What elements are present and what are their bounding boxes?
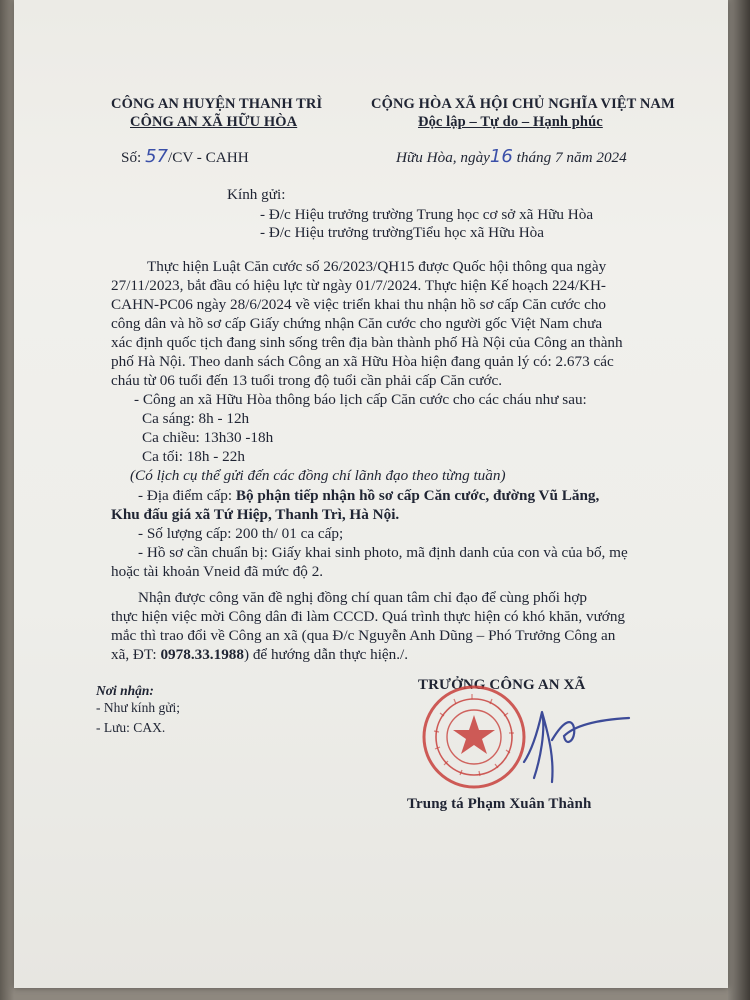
recipients-label: Kính gửi:: [227, 186, 286, 203]
shift-evening: Ca tối: 18h - 22h: [142, 448, 245, 465]
closing-line-4: [111, 646, 408, 664]
handwritten-signature: [494, 690, 634, 790]
docs-line-2: hoặc tài khoản Vneid đã mức độ 2.: [111, 563, 324, 580]
location-line-2: Khu đấu giá xã Tứ Hiệp, Thanh Trì, Hà Nội.: [111, 506, 400, 523]
closing-line-3: mắc thì trao đổi về Công an xã (qua Đ/c Nguyễn Anh Dũng – Phó Trưởng Công an: [111, 627, 616, 644]
document-page: [14, 0, 728, 988]
body-para1-line-5: xác định quốc tịch đang sinh sống trên địa bàn thành phố Hà Nội của Công an thành: [111, 334, 623, 351]
body-para1-line-7: cháu từ 06 tuổi đến 13 tuổi trong độ tuổi cần phải cấp Căn cước.: [111, 372, 503, 389]
body-para1-line-6: phố Hà Nội. Theo danh sách Công an xã Hữu Hòa hiện đang quản lý có: 2.673 các: [111, 353, 614, 370]
body-para1-line-2: 27/11/2023, bắt đầu có hiệu lực từ ngày 01/7/2024. Thực hiện Kế hoạch 224/KH-: [111, 277, 606, 294]
document-number: [121, 146, 249, 167]
footer-recipient-2: - Lưu: CAX.: [96, 720, 166, 735]
recipient-item-1: - Đ/c Hiệu trưởng trường Trung học cơ sở xã Hữu Hòa: [260, 206, 594, 223]
shift-afternoon: Ca chiều: 13h30 -18h: [142, 429, 274, 446]
date-prefix: Hữu Hòa, ngày: [396, 149, 490, 166]
signer-name: Trung tá Phạm Xuân Thành: [407, 796, 592, 812]
schedule-note: (Có lịch cụ thể gửi đến các đồng chí lãnh đạo theo từng tuần): [130, 467, 506, 484]
document-date: [396, 146, 627, 167]
quantity: - Số lượng cấp: 200 th/ 01 ca cấp;: [138, 525, 344, 542]
contact-phone: 0978.33.1988: [160, 646, 244, 663]
nation-line-1: CỘNG HÒA XÃ HỘI CHỦ NGHĨA VIỆT NAM: [371, 96, 675, 112]
closing-line-2: thực hiện việc mời Công dân đi làm CCCD. Quá trình thực hiện có khó khăn, vướng: [111, 608, 626, 625]
signer-title: TRƯỞNG CÔNG AN XÃ: [418, 677, 586, 693]
closing-line-4-start: xã, ĐT:: [111, 646, 161, 663]
shift-morning: Ca sáng: 8h - 12h: [142, 410, 250, 427]
org-line-1: CÔNG AN HUYỆN THANH TRÌ: [111, 96, 323, 112]
date-suffix: tháng 7 năm 2024: [512, 149, 627, 166]
location-label: - Địa điểm cấp:: [138, 487, 236, 504]
document-number-handwritten: 57: [145, 146, 168, 167]
photo-background-left: [0, 0, 14, 1000]
body-para1-line-4: công dân và hồ sơ cấp Giấy chứng nhận Căn cước cho người gốc Việt Nam chưa: [111, 315, 603, 332]
document-number-prefix: Số:: [121, 149, 146, 166]
nation-motto: Độc lập – Tự do – Hạnh phúc: [418, 114, 603, 130]
body-para1-line-1: Thực hiện Luật Căn cước số 26/2023/QH15 được Quốc hội thông qua ngày: [147, 258, 607, 275]
closing-line-1: Nhận được công văn đề nghị đồng chí quan tâm chỉ đạo để cùng phối hợp: [138, 589, 588, 606]
recipient-item-2: - Đ/c Hiệu trưởng trườngTiểu học xã Hữu Hòa: [260, 224, 544, 241]
photo-background-right: [728, 0, 750, 1000]
closing-line-4-end: ) để hướng dẫn thực hiện./.: [243, 646, 409, 663]
body-para1-line-3: CAHN-PC06 ngày 28/6/2024 về việc triển khai thu nhận hồ sơ cấp Căn cước cho: [111, 296, 607, 313]
document-number-suffix: /CV - CAHH: [167, 149, 249, 166]
footer-recipients-label: Nơi nhận:: [96, 683, 154, 698]
org-line-2: CÔNG AN XÃ HỮU HÒA: [130, 114, 298, 130]
location-value-1: Bộ phận tiếp nhận hồ sơ cấp Căn cước, đường Vũ Lăng,: [235, 487, 600, 504]
schedule-intro: - Công an xã Hữu Hòa thông báo lịch cấp Căn cước cho các cháu như sau:: [134, 391, 587, 408]
docs-line-1: - Hồ sơ cần chuẩn bị: Giấy khai sinh photo, mã định danh của con và của bố, mẹ: [138, 544, 628, 561]
date-day-handwritten: 16: [489, 146, 513, 167]
footer-recipient-1: - Như kính gửi;: [96, 700, 181, 715]
location-line-1: [138, 487, 599, 505]
